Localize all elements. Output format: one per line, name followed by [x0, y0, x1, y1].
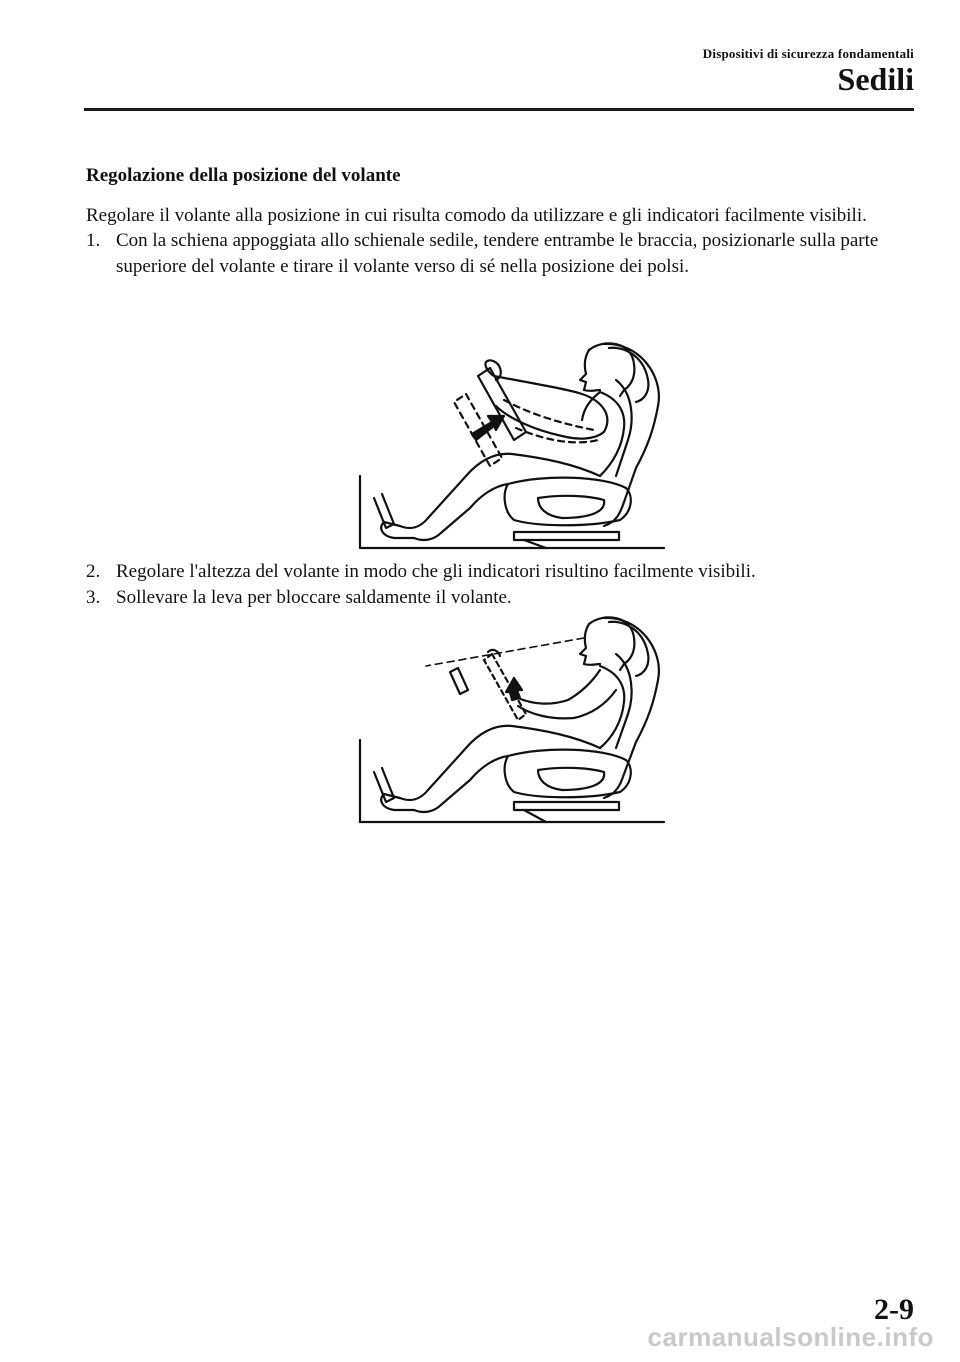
- intro-paragraph: Regolare il volante alla posizione in cui risulta comodo da utilizzare e gli indicatori facilmente visibili.: [86, 204, 867, 226]
- section-header: Dispositivi di sicurezza fondamentali: [702, 46, 914, 61]
- step-3: [86, 585, 886, 611]
- driver-steering-height-illustration: [354, 610, 670, 828]
- chapter-title: Sedili: [837, 61, 914, 97]
- step-number: 1.: [86, 230, 101, 251]
- step-number: 2.: [86, 561, 101, 582]
- header-divider: [84, 108, 914, 111]
- step-text: Regolare l'altezza del volante in modo che gli indicatori risultino facilmente visibili.: [116, 561, 756, 582]
- driver-steering-reach-illustration: [354, 336, 670, 554]
- step-text: Con la schiena appoggiata allo schienale sedile, tendere entrambe le braccia, posizionarle sulla parte superiore del volante e tirare il volante verso di sé nella posizione dei polsi.: [116, 230, 879, 277]
- page-content: [86, 163, 886, 279]
- step-2: [86, 559, 886, 585]
- step-1: [86, 228, 886, 279]
- step-number: 3.: [86, 586, 101, 608]
- steps-continued: [86, 559, 886, 610]
- site-watermark: carmanualsonline.info: [647, 1322, 934, 1352]
- step-text: Sollevare la leva per bloccare saldamente il volante.: [116, 586, 512, 608]
- section-title: Regolazione della posizione del volante: [86, 165, 401, 186]
- page-number: 2-9: [874, 1293, 914, 1326]
